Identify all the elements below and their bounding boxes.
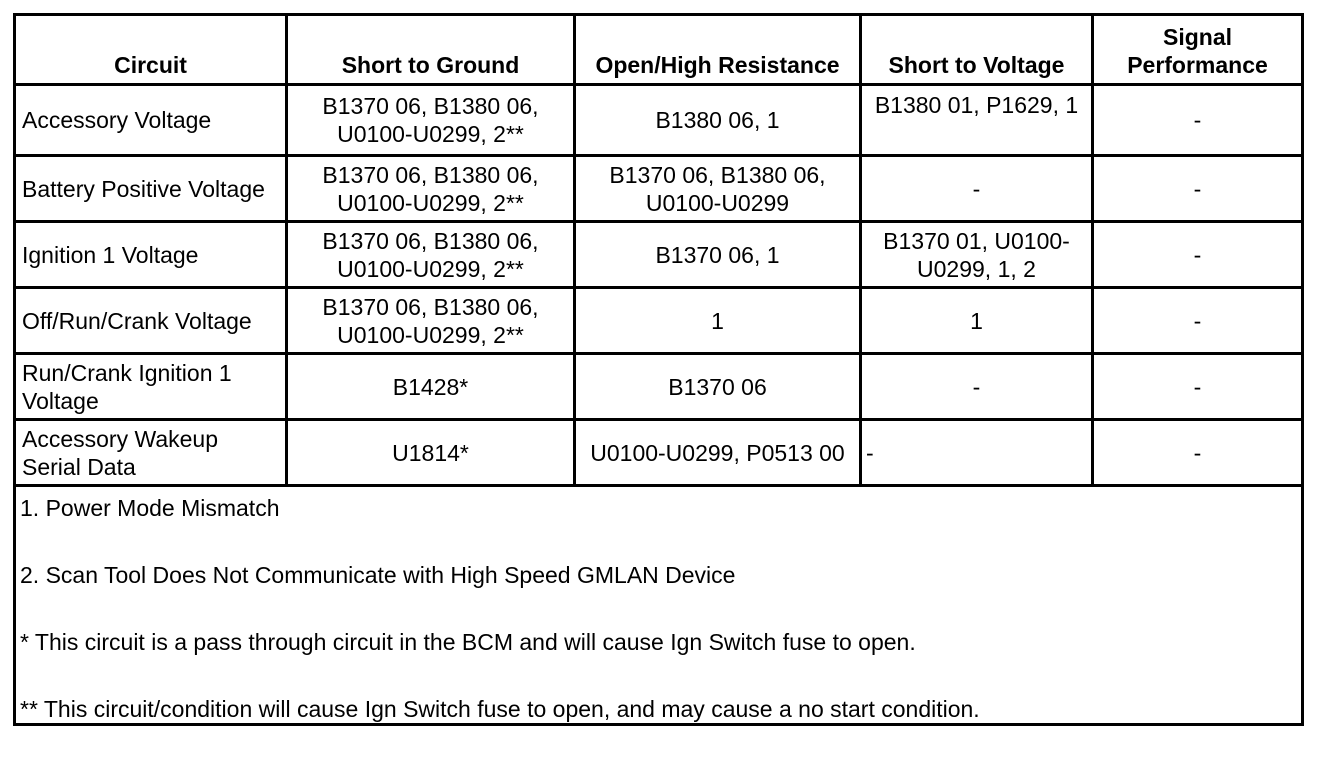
cell-short-to-voltage: -	[861, 420, 1093, 486]
table-row	[15, 288, 1303, 354]
cell-signal-performance: -	[1093, 354, 1303, 420]
cell-circuit: Battery Positive Voltage	[15, 156, 287, 222]
table-row	[15, 156, 1303, 222]
cell-signal-performance: -	[1093, 156, 1303, 222]
note-2: 2. Scan Tool Does Not Communicate with High Speed GMLAN Device	[20, 562, 736, 588]
cell-circuit: Off/Run/Crank Voltage	[15, 288, 287, 354]
table-row	[15, 222, 1303, 288]
header-short-to-ground: Short to Ground	[287, 15, 575, 85]
header-open-high-resistance: Open/High Resistance	[575, 15, 861, 85]
notes-cell	[15, 486, 1303, 725]
cell-short-to-ground: B1370 06, B1380 06, U0100-U0299, 2**	[287, 222, 575, 288]
cell-short-to-voltage: -	[861, 156, 1093, 222]
note-1: 1. Power Mode Mismatch	[20, 495, 280, 521]
cell-short-to-ground: B1370 06, B1380 06, U0100-U0299, 2**	[287, 288, 575, 354]
note-asterisk: * This circuit is a pass through circuit in the BCM and will cause Ign Switch fuse to open.	[20, 629, 916, 655]
header-signal-performance: Signal Performance	[1093, 15, 1303, 85]
cell-circuit: Ignition 1 Voltage	[15, 222, 287, 288]
cell-signal-performance: -	[1093, 420, 1303, 486]
cell-signal-performance: -	[1093, 288, 1303, 354]
cell-short-to-ground: B1428*	[287, 354, 575, 420]
cell-circuit: Run/Crank Ignition 1 Voltage	[15, 354, 287, 420]
table-header-row	[15, 15, 1303, 85]
cell-circuit: Accessory Wakeup Serial Data	[15, 420, 287, 486]
header-circuit: Circuit	[15, 15, 287, 85]
cell-signal-performance: -	[1093, 222, 1303, 288]
table-row	[15, 420, 1303, 486]
diagnostic-circuit-table	[13, 13, 1304, 726]
cell-short-to-voltage: B1370 01, U0100-U0299, 1, 2	[861, 222, 1093, 288]
cell-open-high-resistance: B1380 06, 1	[575, 85, 861, 156]
cell-open-high-resistance: B1370 06, B1380 06, U0100-U0299	[575, 156, 861, 222]
cell-short-to-voltage: 1	[861, 288, 1093, 354]
cell-short-to-ground: B1370 06, B1380 06, U0100-U0299, 2**	[287, 85, 575, 156]
cell-open-high-resistance: B1370 06	[575, 354, 861, 420]
table-row	[15, 85, 1303, 156]
notes-row	[15, 486, 1303, 725]
table-row	[15, 354, 1303, 420]
cell-short-to-voltage: -	[861, 354, 1093, 420]
cell-signal-performance: -	[1093, 85, 1303, 156]
header-short-to-voltage: Short to Voltage	[861, 15, 1093, 85]
note-double-asterisk: ** This circuit/condition will cause Ign Switch fuse to open, and may cause a no start condition.	[20, 696, 980, 722]
cell-circuit: Accessory Voltage	[15, 85, 287, 156]
cell-short-to-ground: U1814*	[287, 420, 575, 486]
cell-open-high-resistance: U0100-U0299, P0513 00	[575, 420, 861, 486]
cell-short-to-ground: B1370 06, B1380 06, U0100-U0299, 2**	[287, 156, 575, 222]
cell-open-high-resistance: B1370 06, 1	[575, 222, 861, 288]
cell-open-high-resistance: 1	[575, 288, 861, 354]
cell-short-to-voltage: B1380 01, P1629, 1	[861, 85, 1093, 156]
